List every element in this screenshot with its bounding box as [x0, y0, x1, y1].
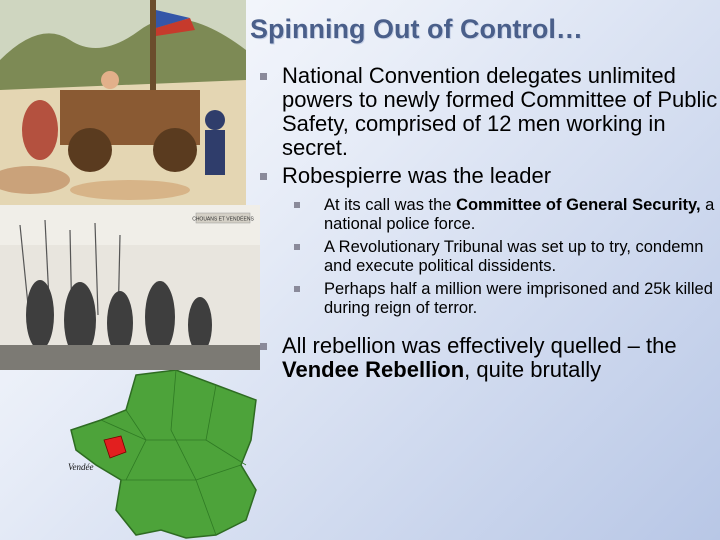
sub-bullet-text: At its call was the	[324, 196, 457, 214]
sub-bullet-text: Perhaps half a million were imprisoned and 25k killed during reign of terror.	[324, 280, 713, 317]
slide-content	[260, 64, 718, 386]
slide-title: Spinning Out of Control…	[250, 14, 583, 44]
sub-bullet-item	[292, 238, 718, 276]
bullet-item	[260, 64, 718, 160]
bullet-item	[260, 334, 718, 382]
sub-bullet-item	[292, 280, 718, 318]
sub-bullet-list	[282, 196, 718, 318]
vendee-map-label: Vendée	[68, 462, 94, 472]
sub-bullet-bold: Committee of General Security,	[456, 196, 701, 214]
engraving-caption: CHOUANS ET VENDÉENS	[192, 216, 254, 223]
bullet-text: All rebellion was effectively quelled – the	[282, 333, 677, 358]
bullet-bold: Vendee Rebellion	[282, 357, 465, 382]
sub-bullet-text: a national police force.	[324, 196, 715, 233]
france-map-image	[66, 370, 262, 540]
revolution-painting-image	[0, 0, 246, 205]
engraving-image	[0, 205, 260, 370]
bullet-text: Robespierre was the leader	[282, 163, 552, 188]
bullet-text: , quite brutally	[464, 357, 602, 382]
bullet-text: National Convention delegates unlimited powers to newly formed Committee of Public Safety, comprised of 12 men working in secret.	[282, 63, 718, 160]
sub-bullet-item	[292, 196, 718, 234]
sub-bullet-text: A Revolutionary Tribunal was set up to try, condemn and execute political dissidents.	[324, 238, 704, 275]
main-bullet-list	[260, 64, 718, 382]
bullet-item	[260, 164, 718, 318]
